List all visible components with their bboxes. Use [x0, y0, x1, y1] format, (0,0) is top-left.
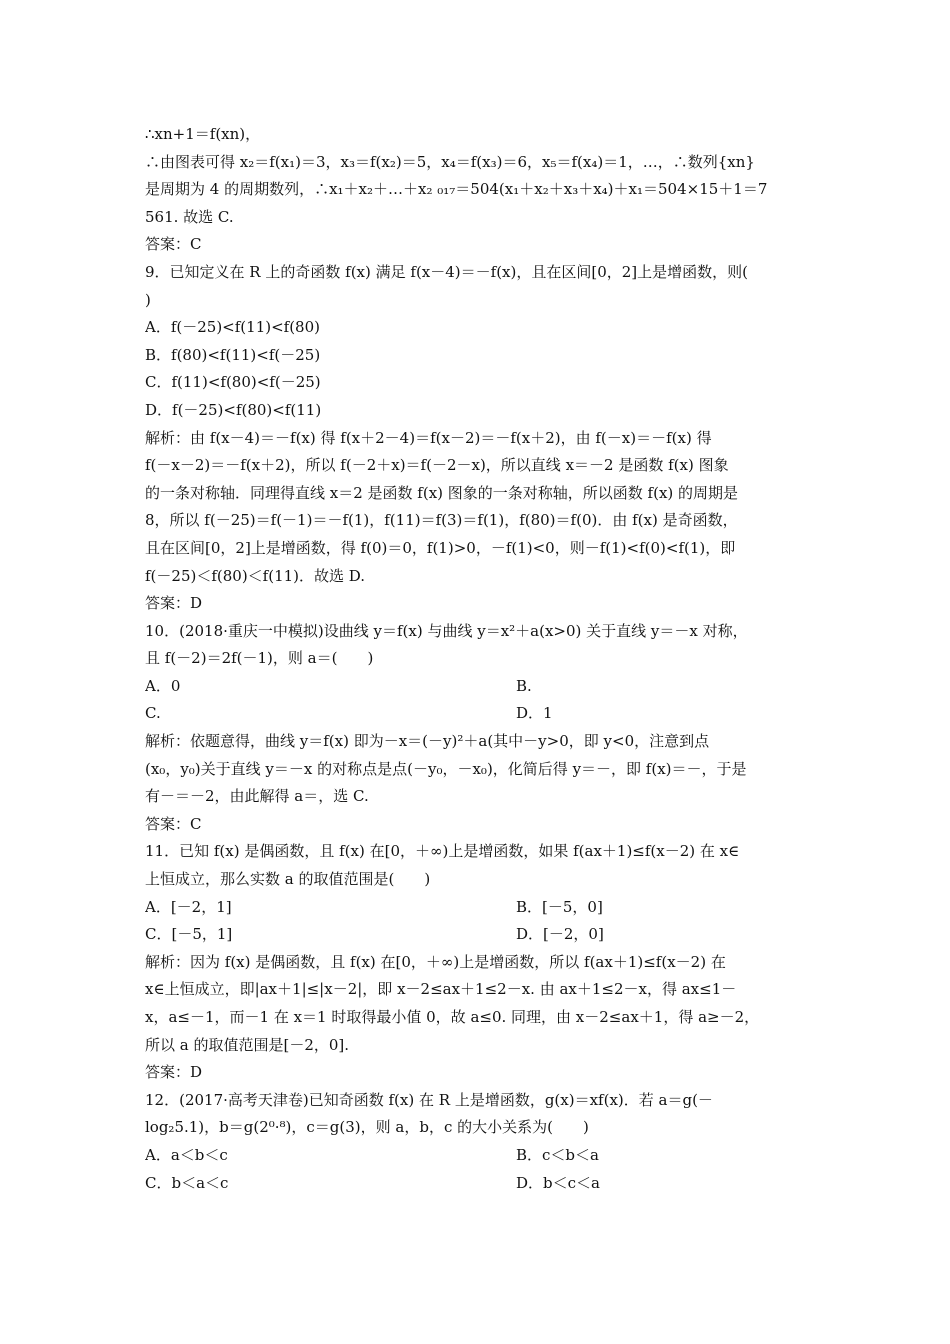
answer-line: 答案：D	[145, 594, 203, 613]
solution-line: x∈上恒成立，即|ax＋1|≤|x－2|，即 x－2≤ax＋1≤2－x. 由 ax＋1≤2－x，得 ax≤1－	[145, 980, 737, 999]
solution-line: 且在区间[0，2]上是增函数，得 f(0)＝0，f(1)>0，－f(1)<0，则－f(1)<f(0)<f(1)，即	[145, 538, 736, 557]
options-row	[145, 1142, 811, 1170]
option-b: B．[－5，0]	[516, 897, 603, 916]
solution-line: f(－25)＜f(80)＜f(11)．故选 D.	[145, 566, 366, 585]
answer-line: 答案：D	[145, 1063, 203, 1082]
options-row	[145, 1170, 811, 1198]
options-row	[145, 700, 811, 728]
text-line: 561. 故选 C.	[145, 207, 234, 226]
options-row	[145, 921, 811, 949]
solution-line: (x₀，y₀)关于直线 y＝－x 的对称点是点(－y₀，－x₀)，化简后得 y＝－，即 f(x)＝－，于是	[145, 759, 747, 778]
question-12-stem: log₂5.1)，b＝g(2⁰·⁸)，c＝g(3)，则 a，b，c 的大小关系为( )	[145, 1118, 589, 1137]
question-11-stem: 上恒成立，那么实数 a 的取值范围是( )	[145, 870, 431, 889]
question-11-stem: 11．已知 f(x) 是偶函数，且 f(x) 在[0，＋∞)上是增函数，如果 f(ax＋1)≤f(x－2) 在 x∈	[145, 842, 740, 861]
solution-line: x，a≤－1，而－1 在 x＝1 时取得最小值 0，故 a≤0. 同理，由 x－2≤ax＋1，得 a≥－2，	[145, 1008, 760, 1026]
solution-line: 8，所以 f(－25)＝f(－1)＝－f(1)，f(11)＝f(3)＝f(1)，f(80)＝f(0)．由 f(x) 是奇函数，	[145, 511, 738, 530]
answer-line: 答案：C	[145, 814, 202, 833]
solution-line: 解析：因为 f(x) 是偶函数，且 f(x) 在[0，＋∞)上是增函数，所以 f(ax＋1)≤f(x－2) 在	[145, 952, 726, 971]
option-d: D．[－2，0]	[516, 925, 604, 944]
solution-line: f(－x－2)＝－f(x＋2)，所以 f(－2＋x)＝f(－2－x)，所以直线 x＝－2 是函数 f(x) 图象	[145, 456, 729, 475]
option-d: D．1	[516, 704, 553, 723]
answer-line: 答案：C	[145, 235, 202, 254]
option-b: B．f(80)<f(11)<f(－25)	[145, 345, 321, 364]
option-b: B.	[516, 676, 532, 695]
option-c: C．b＜a＜c	[145, 1173, 229, 1192]
option-b: B．c＜b＜a	[516, 1145, 599, 1164]
question-12-stem: 12．(2017·高考天津卷)已知奇函数 f(x) 在 R 上是增函数，g(x)＝xf(x)．若 a＝g(－	[145, 1090, 713, 1109]
solution-line: 所以 a 的取值范围是[－2，0].	[145, 1035, 350, 1054]
options-row	[145, 673, 811, 701]
text-line: ∴xn+1＝f(xn)，	[145, 125, 261, 143]
solution-line: 有－＝－2，由此解得 a＝，选 C.	[145, 787, 369, 806]
option-c: C．[－5，1]	[145, 925, 233, 944]
solution-line: 解析：依题意得，曲线 y＝f(x) 即为－x＝(－y)²＋a(其中－y>0，即 y<0，注意到点	[145, 732, 710, 751]
option-d: D．f(－25)<f(80)<f(11)	[145, 400, 322, 419]
solution-line: 解析：由 f(x－4)＝－f(x) 得 f(x＋2－4)＝f(x－2)＝－f(x＋2)，由 f(－x)＝－f(x) 得	[145, 428, 712, 447]
option-a: A．a＜b＜c	[145, 1145, 228, 1164]
option-a: A．f(－25)<f(11)<f(80)	[145, 318, 320, 337]
option-a: A．0	[145, 676, 181, 695]
option-c: C.	[145, 704, 161, 723]
options-row	[145, 894, 811, 922]
option-d: D．b＜c＜a	[516, 1173, 600, 1192]
question-10-stem: 10．(2018·重庆一中模拟)设曲线 y＝f(x) 与曲线 y＝x²＋a(x>0) 关于直线 y＝－x 对称，	[145, 621, 748, 640]
question-9-stem: 9．已知定义在 R 上的奇函数 f(x) 满足 f(x－4)＝－f(x)，且在区间[0，2]上是增函数，则(	[145, 262, 749, 281]
option-c: C．f(11)<f(80)<f(－25)	[145, 373, 321, 392]
text-line: ∴由图表可得 x₂＝f(x₁)＝3，x₃＝f(x₂)＝5，x₄＝f(x₃)＝6，x₅＝f(x₄)＝1，…，∴数列{xn}	[145, 152, 755, 171]
option-a: A．[－2，1]	[145, 897, 232, 916]
question-9-stem: )	[145, 290, 151, 309]
question-10-stem: 且 f(－2)＝2f(－1)，则 a＝( )	[145, 649, 374, 668]
text-line: 是周期为 4 的周期数列，∴x₁＋x₂＋…＋x₂ ₀₁₇＝504(x₁＋x₂＋x₃＋x₄)＋x₁＝504×15＋1＝7	[145, 180, 768, 199]
solution-line: 的一条对称轴．同理得直线 x＝2 是函数 f(x) 图象的一条对称轴，所以函数 f(x) 的周期是	[145, 483, 739, 502]
document-body	[145, 121, 811, 1197]
